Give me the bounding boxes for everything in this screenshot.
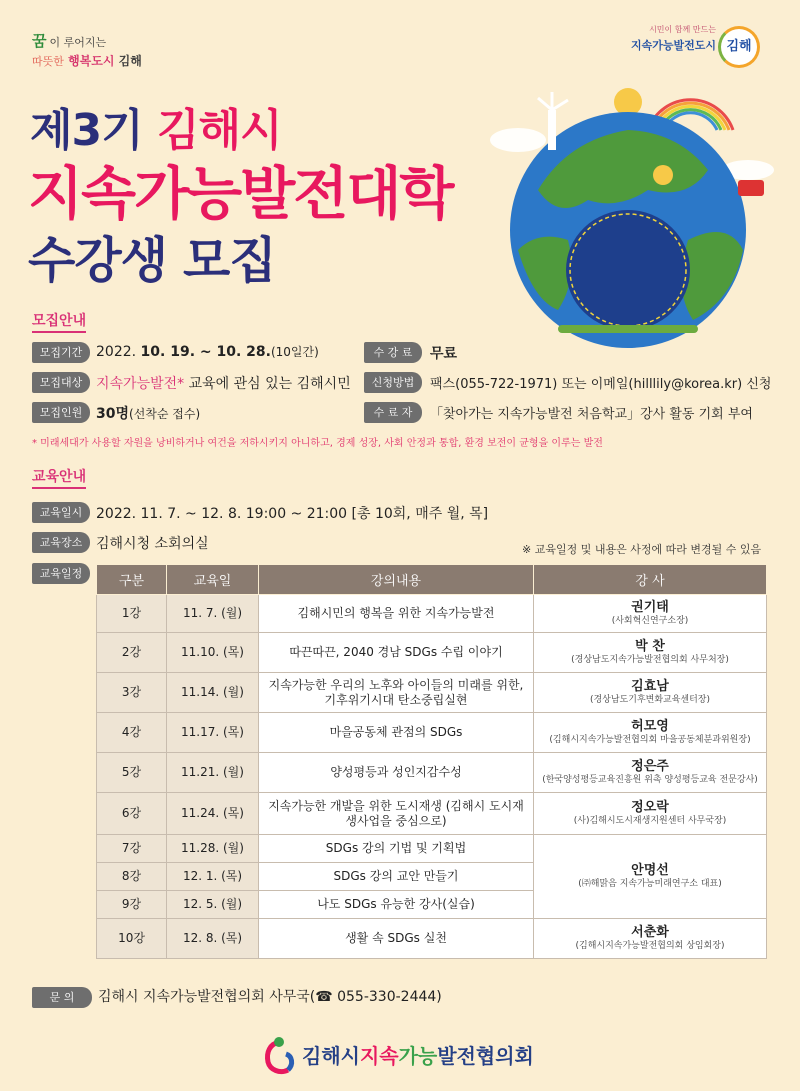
lecture-date: 11. 7. (월) (167, 595, 259, 633)
instructor-affiliation: (한국양성평등교육진흥원 위촉 양성평등교육 전문강사) (542, 775, 758, 785)
lecture-date: 11.14. (월) (167, 673, 259, 713)
earth-illustration (478, 70, 788, 360)
apply-label: 신청방법 (364, 372, 422, 393)
title-city: 김해시 (156, 105, 282, 156)
benefit-label: 수 료 자 (364, 402, 422, 423)
period-days: (10일간) (270, 345, 319, 359)
lecture-content: 지속가능한 우리의 노후와 아이들의 미래를 위한, 기후위기시대 탄소중립실현 (259, 673, 534, 713)
period-label: 모집기간 (32, 342, 90, 363)
edu-date-value: 2022. 11. 7. ~ 12. 8. 19:00 ~ 21:00 [총 10회, 매주 월, 목] (96, 506, 489, 522)
lecture-content: 따끈따끈, 2040 경남 SDGs 수립 이야기 (259, 633, 534, 673)
slogan-mark: 꿈 (32, 32, 47, 50)
schedule-table (96, 564, 767, 959)
lecture-date: 12. 1. (목) (167, 863, 259, 891)
lecture-date: 11.24. (목) (167, 793, 259, 835)
target-label: 모집대상 (32, 372, 90, 393)
lecture-content: 양성평등과 성인지감수성 (259, 753, 534, 793)
lecture-instructor (534, 713, 767, 753)
council-logo-icon (262, 1036, 296, 1076)
slogan-bottom-b: 행복도시 (68, 54, 115, 68)
instructor-name: 정오락 (631, 800, 669, 815)
lecture-number: 3강 (97, 673, 167, 713)
contact-label: 문 의 (32, 987, 92, 1008)
table-row (97, 835, 767, 863)
lecture-instructor (534, 673, 767, 713)
instructor-affiliation: (김해시지속가능발전협의회 상임회장) (575, 941, 725, 951)
table-row (97, 633, 767, 673)
edu-place-value: 김해시청 소회의실 (96, 536, 209, 552)
count-note: (선착순 접수) (129, 407, 201, 421)
col-header-instructor: 강 사 (534, 565, 767, 595)
education-heading: 교육안내 (32, 466, 86, 489)
lecture-content: SDGs 강의 교안 만들기 (259, 863, 534, 891)
col-header-date: 교육일 (167, 565, 259, 595)
instructor-name: 허모영 (631, 719, 669, 734)
instructor-name: 권기태 (631, 600, 669, 615)
title-line-2: 지속가능발전대학 (28, 161, 453, 227)
sustainability-footnote: * 미래세대가 사용할 자원을 낭비하거나 여건을 저하시키지 아니하고, 경제 성장, 사회 안정과 통합, 환경 보전이 균형을 이루는 발전 (32, 438, 603, 449)
instructor-affiliation: (경상남도기후변화교육센터장) (589, 695, 711, 705)
lecture-number: 9강 (97, 891, 167, 919)
slogan-top (32, 30, 106, 51)
council-logo (262, 1036, 534, 1076)
lecture-instructor (534, 919, 767, 959)
period-range: 10. 19. ~ 10. 28. (140, 344, 271, 360)
target-value (96, 373, 351, 393)
slogan-top-text: 이 루어지는 (49, 36, 107, 49)
lecture-number: 5강 (97, 753, 167, 793)
lecture-content: 나도 SDGs 유능한 강사(실습) (259, 891, 534, 919)
table-row (97, 673, 767, 713)
city-logo (622, 24, 760, 74)
lecture-date: 11.10. (목) (167, 633, 259, 673)
benefit-value: 「찾아가는 지속가능발전 처음학교」강사 활동 기회 부여 (430, 407, 753, 422)
council-name-d: 발전협의회 (437, 1044, 534, 1068)
count-value (96, 403, 200, 423)
lecture-date: 11.28. (월) (167, 835, 259, 863)
instructor-name: 서춘화 (631, 925, 669, 940)
city-logo-circle: 김해 (718, 26, 760, 68)
table-row (97, 919, 767, 959)
count-number: 30명 (96, 406, 130, 422)
city-logo-small-text: 시민이 함께 만드는 (649, 25, 716, 34)
col-header-lecture: 구분 (97, 565, 167, 595)
target-keyword: 지속가능발전* (96, 376, 185, 392)
apply-value: 팩스(055-722-1971) 또는 이메일(hilllily@korea.kr) 신청 (430, 377, 772, 392)
lecture-date: 11.21. (월) (167, 753, 259, 793)
council-logo-text (302, 1040, 534, 1069)
lecture-number: 2강 (97, 633, 167, 673)
lecture-instructor (534, 753, 767, 793)
city-logo-main-text: 지속가능발전도시 (630, 39, 716, 52)
wind-turbine-icon (548, 110, 556, 150)
lecture-content: 김해시민의 행복을 위한 지속가능발전 (259, 595, 534, 633)
instructor-affiliation: (사)김해시도시재생지원센터 사무국장) (573, 816, 727, 826)
recruit-heading: 모집안내 (32, 310, 86, 333)
instructor-affiliation: (경상남도지속가능발전협의회 사무처장) (571, 655, 729, 665)
lecture-content: 생활 속 SDGs 실천 (259, 919, 534, 959)
instructor-name: 박 찬 (635, 639, 665, 654)
lecture-number: 7강 (97, 835, 167, 863)
lecture-content: 마을공동체 관점의 SDGs (259, 713, 534, 753)
edu-place-label: 교육장소 (32, 532, 90, 553)
car-icon (738, 180, 764, 196)
period-year: 2022. (96, 344, 137, 360)
count-label: 모집인원 (32, 402, 90, 423)
lecture-number: 8강 (97, 863, 167, 891)
instructor-name: 김효남 (631, 679, 669, 694)
lecture-instructor (534, 835, 767, 919)
table-row (97, 753, 767, 793)
table-row (97, 713, 767, 753)
lecture-date: 12. 5. (월) (167, 891, 259, 919)
lecture-instructor (534, 633, 767, 673)
instructor-name: 안명선 (631, 863, 669, 878)
contact-value: 김해시 지속가능발전협의회 사무국(☎ 055-330-2444) (98, 989, 442, 1005)
period-value (96, 343, 319, 360)
lecture-number: 1강 (97, 595, 167, 633)
schedule-label: 교육일정 (32, 563, 90, 584)
lecture-instructor (534, 595, 767, 633)
title-line-3: 수강생 모집 (28, 232, 276, 289)
instructor-affiliation: (㈜해맑음 지속가능미래연구소 대표) (578, 879, 722, 889)
council-name-c: 가능 (398, 1044, 438, 1068)
lecture-date: 11.17. (목) (167, 713, 259, 753)
council-name-b: 지속 (359, 1044, 399, 1068)
col-header-content: 강의내용 (259, 565, 534, 595)
lecture-date: 12. 8. (목) (167, 919, 259, 959)
instructor-name: 정은주 (631, 759, 669, 774)
slogan-bottom-c: 김해 (118, 54, 142, 68)
sun-icon (614, 88, 642, 116)
instructor-affiliation: (사회혁신연구소장) (611, 616, 689, 626)
schedule-note: ※ 교육일정 및 내용은 사정에 따라 변경될 수 있음 (522, 543, 762, 556)
target-text: 교육에 관심 있는 김해시민 (188, 376, 351, 392)
table-row (97, 595, 767, 633)
schedule-header-row (97, 565, 767, 595)
lecture-number: 6강 (97, 793, 167, 835)
title-edition: 제3기 (30, 105, 143, 156)
lecture-instructor (534, 793, 767, 835)
lecture-number: 4강 (97, 713, 167, 753)
fee-value: 무료 (430, 346, 458, 362)
lecture-content: 지속가능한 개발을 위한 도시재생 (김해시 도시재생사업을 중심으로) (259, 793, 534, 835)
edu-date-label: 교육일시 (32, 502, 90, 523)
council-name-a: 김해시 (302, 1044, 360, 1068)
slogan-bottom (32, 52, 142, 69)
slogan-bottom-a: 따뜻한 (32, 55, 64, 68)
instructor-affiliation: (김해시지속가능발전협의회 마을공동체분과위원장) (549, 735, 751, 745)
lecture-content: SDGs 강의 기법 및 기획법 (259, 835, 534, 863)
table-row (97, 793, 767, 835)
lecture-number: 10강 (97, 919, 167, 959)
fee-label: 수 강 료 (364, 342, 422, 363)
